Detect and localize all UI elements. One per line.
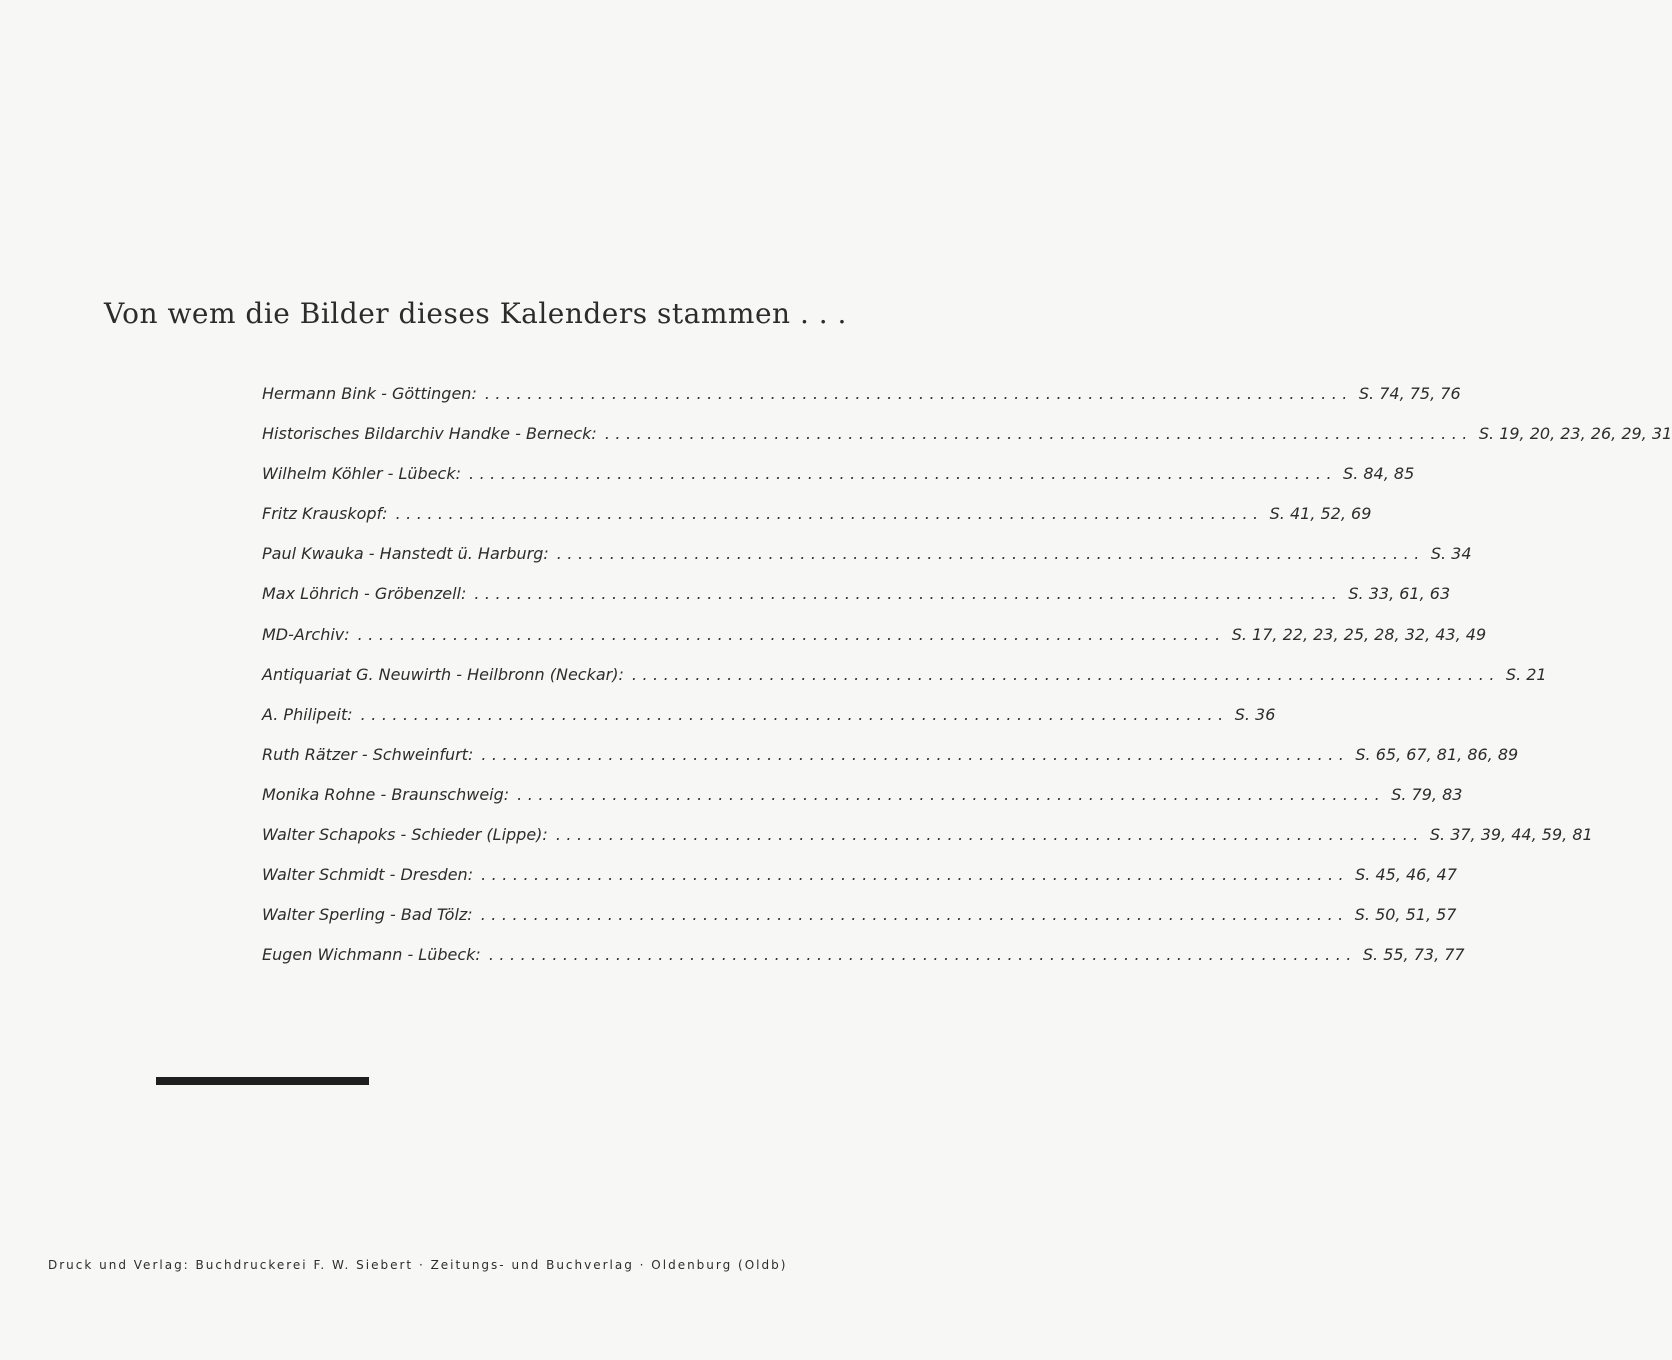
credit-entry bbox=[262, 624, 1487, 665]
credit-name: Hermann Bink - Göttingen: bbox=[262, 384, 477, 403]
credit-pages: S. 33, 61, 63 bbox=[1348, 584, 1451, 604]
credit-entry bbox=[262, 584, 1451, 624]
credit-entry bbox=[262, 424, 1672, 464]
imprint-line: Druck und Verlag: Buchdruckerei F. W. Siebert · Zeitungs- und Buchverlag · Oldenburg (Oldb) bbox=[48, 1258, 788, 1272]
credit-name: Walter Schapoks - Schieder (Lippe): bbox=[262, 825, 548, 845]
picture-credits-list bbox=[262, 384, 1672, 985]
credit-name: Walter Sperling - Bad Tölz: bbox=[262, 905, 473, 925]
credit-entry bbox=[262, 905, 1457, 945]
leader-dots: .................................................................................. bbox=[395, 504, 1264, 524]
credit-pages: S. 34 bbox=[1430, 544, 1472, 564]
leader-dots: .................................................................................. bbox=[360, 704, 1229, 724]
leader-dots: .................................................................................. bbox=[604, 424, 1473, 444]
leader-dots: .................................................................................. bbox=[517, 784, 1386, 804]
leader-dots: .................................................................................. bbox=[484, 384, 1353, 403]
credit-pages: S. 65, 67, 81, 86, 89 bbox=[1355, 744, 1519, 764]
leader-dots: .................................................................................. bbox=[631, 664, 1500, 684]
leader-dots: .................................................................................. bbox=[357, 624, 1226, 644]
credit-name: MD-Archiv: bbox=[262, 624, 350, 644]
credit-pages: S. 37, 39, 44, 59, 81 bbox=[1429, 825, 1593, 845]
page-title: Von wem die Bilder dieses Kalenders stammen . . . bbox=[104, 297, 847, 330]
credit-pages: S. 74, 75, 76 bbox=[1358, 384, 1461, 403]
credit-name: A. Philipeit: bbox=[262, 704, 353, 724]
credit-pages: S. 45, 46, 47 bbox=[1355, 865, 1457, 885]
credit-entry bbox=[262, 744, 1519, 785]
credit-pages: S. 19, 20, 23, 26, 29, 31 bbox=[1478, 424, 1672, 444]
credit-name: Antiquariat G. Neuwirth - Heilbronn (Neckar): bbox=[262, 664, 624, 684]
credit-entry bbox=[262, 825, 1593, 865]
credit-entry bbox=[262, 544, 1472, 584]
credit-entry bbox=[262, 504, 1372, 544]
credit-pages: S. 36 bbox=[1234, 704, 1276, 724]
leader-dots: .................................................................................. bbox=[480, 905, 1349, 925]
credit-name: Max Löhrich - Gröbenzell: bbox=[262, 584, 467, 604]
credit-name: Ruth Rätzer - Schweinfurt: bbox=[262, 744, 474, 764]
credit-pages: S. 17, 22, 23, 25, 28, 32, 43, 49 bbox=[1231, 624, 1487, 644]
credit-entry bbox=[262, 784, 1463, 825]
credit-name: Historisches Bildarchiv Handke - Berneck: bbox=[262, 424, 597, 444]
credit-pages: S. 41, 52, 69 bbox=[1269, 504, 1372, 524]
credit-name: Paul Kwauka - Hanstedt ü. Harburg: bbox=[262, 544, 549, 564]
credit-entry bbox=[262, 945, 1465, 985]
leader-dots: .................................................................................. bbox=[481, 865, 1350, 885]
leader-dots: .................................................................................. bbox=[468, 464, 1338, 484]
credit-pages: S. 79, 83 bbox=[1391, 784, 1463, 804]
credit-entry bbox=[262, 704, 1276, 745]
credit-entry bbox=[262, 384, 1461, 424]
credit-name: Monika Rohne - Braunschweig: bbox=[262, 784, 510, 804]
credit-pages: S. 21 bbox=[1505, 664, 1547, 684]
credit-name: Walter Schmidt - Dresden: bbox=[262, 865, 474, 885]
leader-dots: .................................................................................. bbox=[481, 744, 1350, 764]
credit-pages: S. 84, 85 bbox=[1343, 464, 1415, 484]
credit-name: Wilhelm Köhler - Lübeck: bbox=[262, 464, 461, 484]
leader-dots: .................................................................................. bbox=[556, 544, 1425, 564]
credit-pages: S. 50, 51, 57 bbox=[1354, 905, 1457, 925]
decorative-rule bbox=[156, 1077, 369, 1085]
credit-entry bbox=[262, 865, 1457, 905]
credit-entry bbox=[262, 664, 1547, 705]
leader-dots: .................................................................................. bbox=[474, 584, 1343, 604]
credit-pages: S. 55, 73, 77 bbox=[1362, 945, 1465, 965]
credit-name: Eugen Wichmann - Lübeck: bbox=[262, 945, 481, 965]
credit-entry bbox=[262, 464, 1415, 504]
leader-dots: .................................................................................. bbox=[555, 825, 1424, 845]
leader-dots: .................................................................................. bbox=[488, 945, 1357, 965]
credit-name: Fritz Krauskopf: bbox=[262, 504, 388, 524]
